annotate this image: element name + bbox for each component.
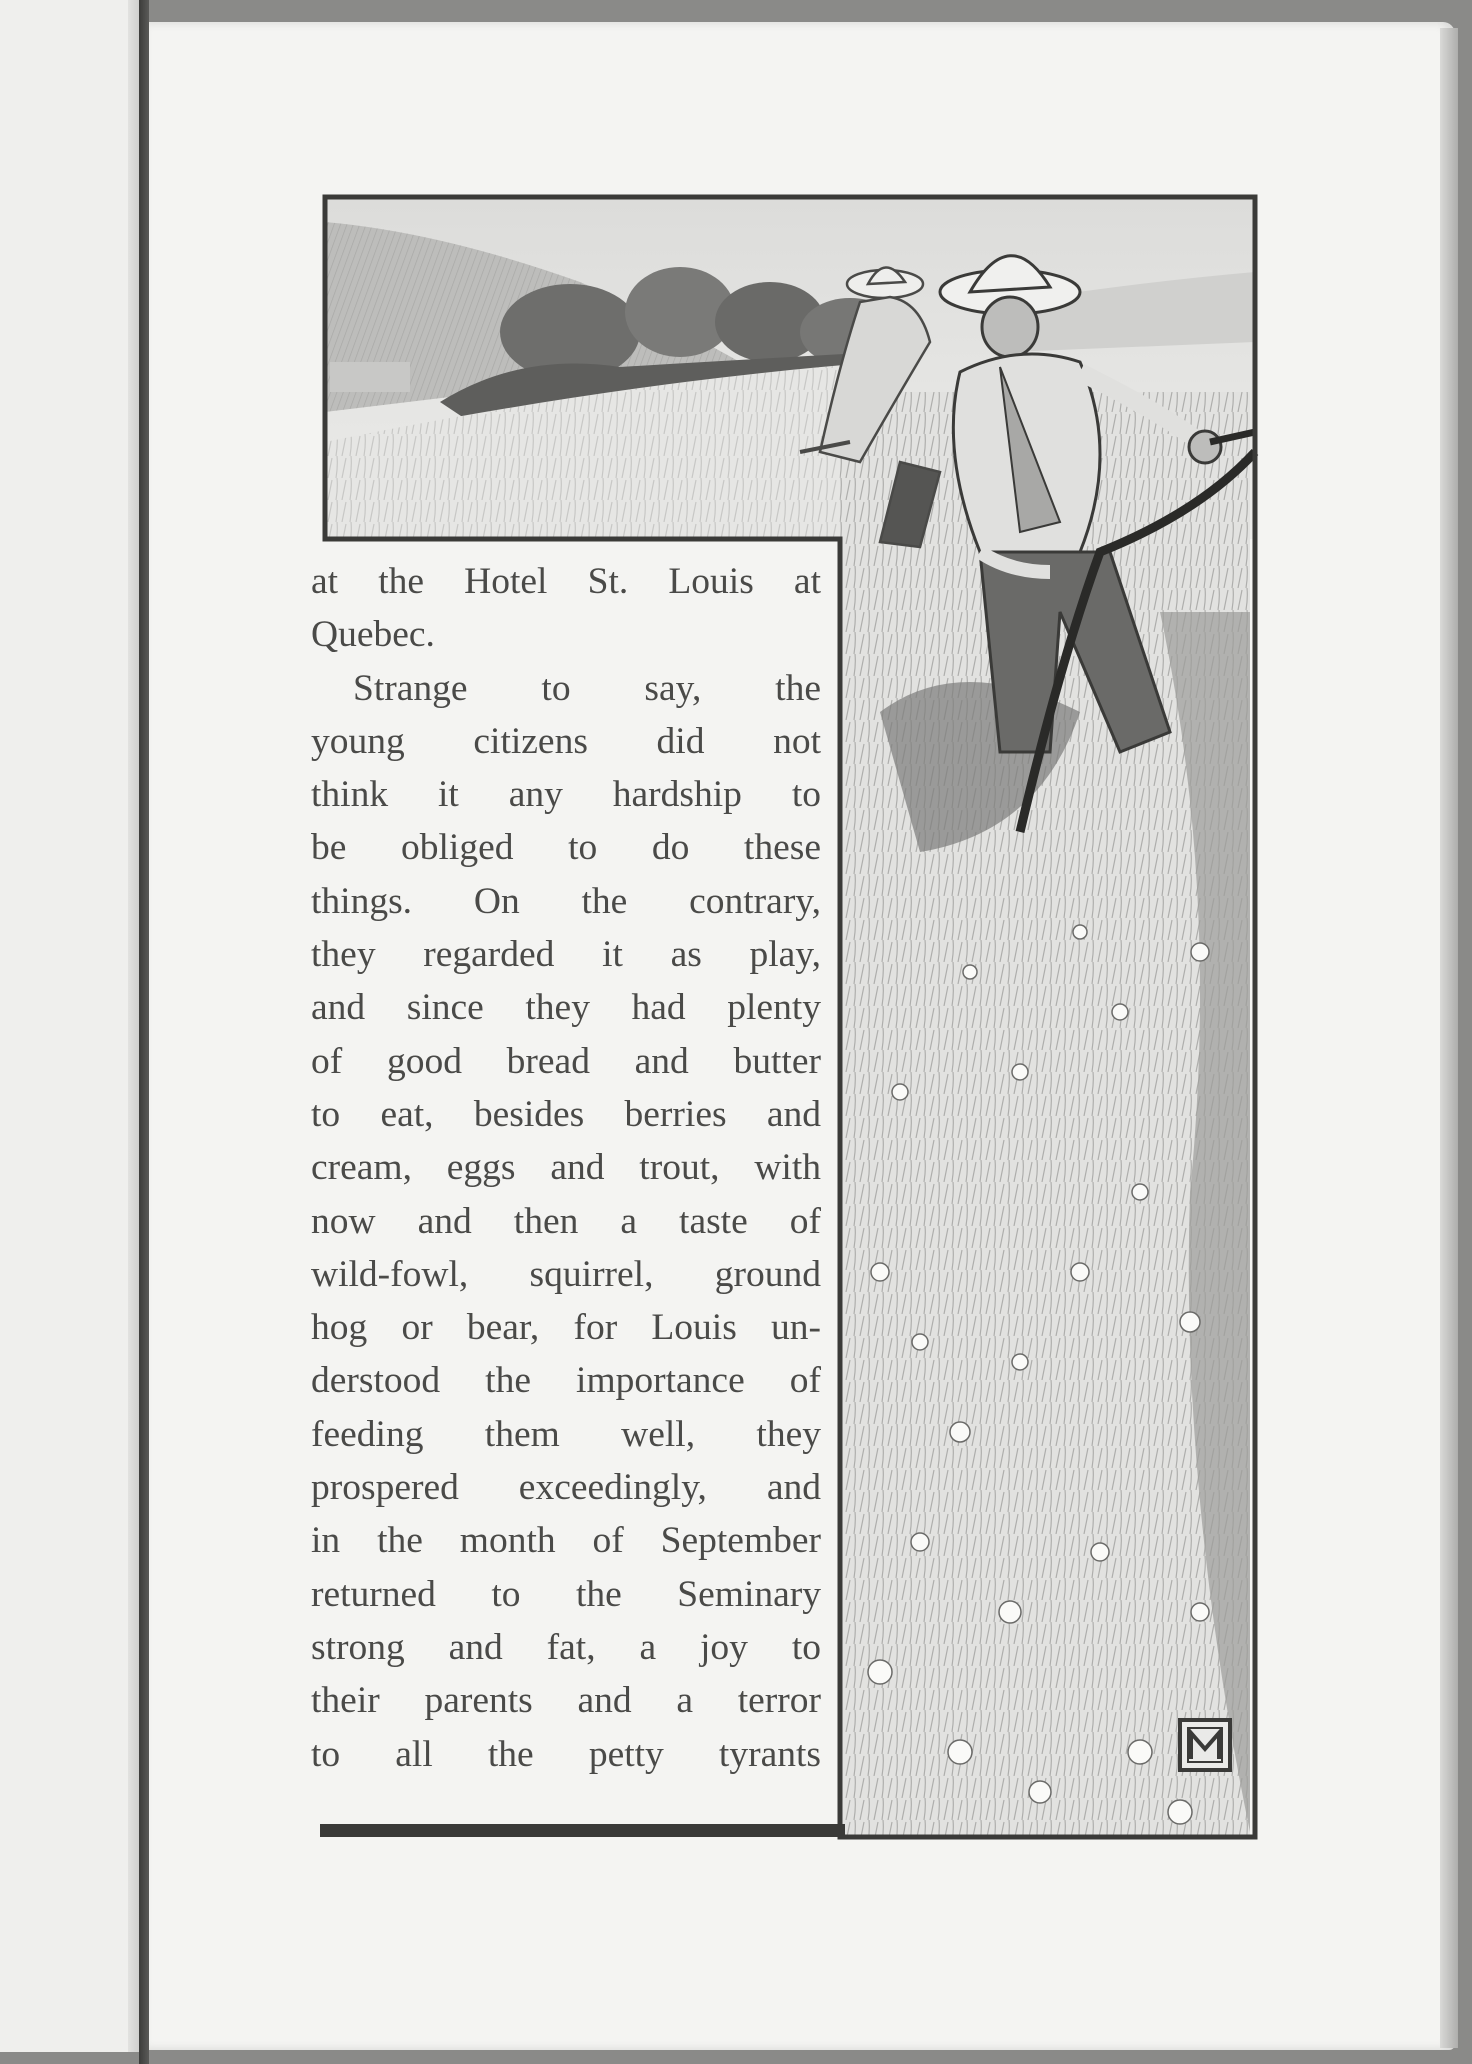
text-line: of good bread and butter bbox=[311, 1040, 821, 1082]
facing-page bbox=[0, 0, 142, 2052]
text-line: cream, eggs and trout, with bbox=[311, 1147, 821, 1189]
artist-monogram-icon bbox=[1178, 1718, 1232, 1772]
text-line: Quebec. bbox=[311, 614, 435, 656]
text-line: be obliged to do these bbox=[311, 827, 821, 869]
book-gutter bbox=[139, 0, 149, 2064]
text-line: to all the petty tyrants bbox=[311, 1733, 821, 1775]
text-line: and since they had plenty bbox=[311, 987, 821, 1029]
village bbox=[330, 362, 410, 392]
text-line: derstood the importance of bbox=[311, 1360, 821, 1402]
text-line: their parents and a terror bbox=[311, 1680, 821, 1722]
text-line: feeding them well, they bbox=[311, 1413, 821, 1455]
text-line: strong and fat, a joy to bbox=[311, 1626, 821, 1668]
text-line: think it any hardship to bbox=[311, 774, 821, 816]
text-line: returned to the Seminary bbox=[311, 1573, 821, 1615]
text-line: now and then a taste of bbox=[311, 1200, 821, 1242]
text-line: to eat, besides berries and bbox=[311, 1093, 821, 1135]
text-line: in the month of September bbox=[311, 1520, 821, 1562]
text-line: they regarded it as play, bbox=[311, 934, 821, 976]
text-line: things. On the contrary, bbox=[311, 880, 821, 922]
text-line: prospered exceedingly, and bbox=[311, 1467, 821, 1509]
paragraph-2 bbox=[311, 662, 821, 1781]
paragraph-1 bbox=[311, 555, 821, 662]
text-line: wild-fowl, squirrel, ground bbox=[311, 1253, 821, 1295]
body-text bbox=[311, 555, 821, 1781]
text-line: at the Hotel St. Louis at bbox=[311, 561, 821, 602]
text-line: young citizens did not bbox=[311, 720, 821, 762]
page-edge-shadow bbox=[1440, 28, 1458, 2048]
bottom-rule bbox=[320, 1824, 845, 1837]
text-line: hog or bear, for Louis un- bbox=[311, 1307, 821, 1349]
text-line: Strange to say, the bbox=[353, 667, 821, 709]
